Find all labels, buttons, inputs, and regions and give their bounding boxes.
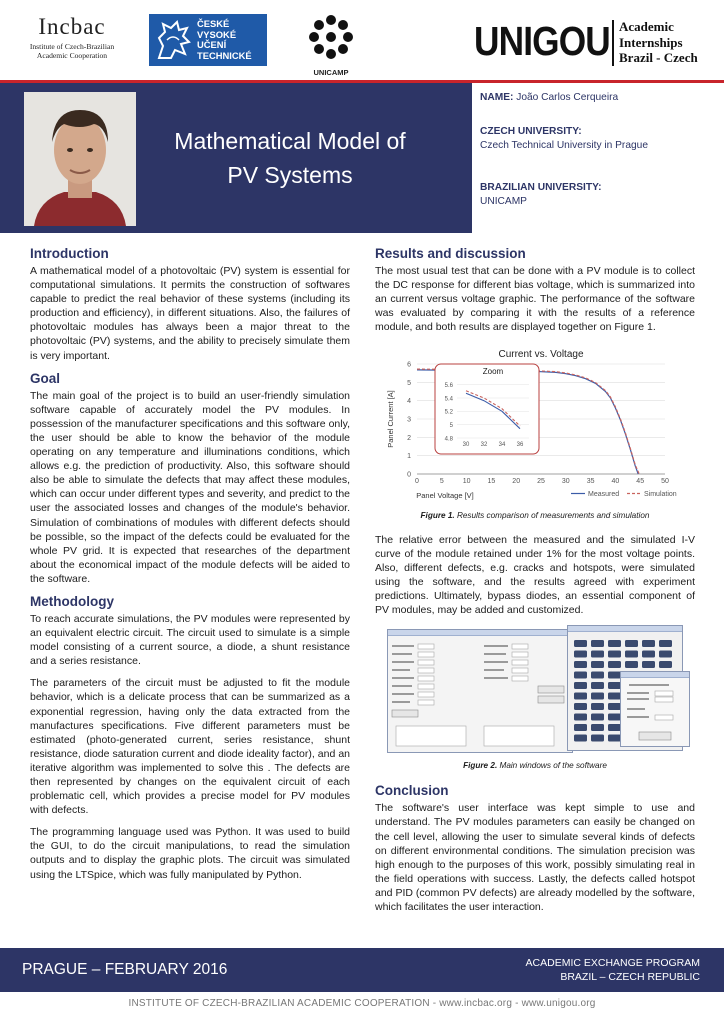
footer-location-date: PRAGUE – FEBRUARY 2016 [22,961,228,978]
brazilian-university-value: UNICAMP [480,196,527,207]
y-tick-label: 3 [407,416,411,424]
module-cell [625,661,638,668]
cell-settings-window [620,671,690,747]
conclusion-text: The software's user interface was kept simple to use and understand. The PV modules parameters can easily be changed on the cell level, allowing the user to simulate several kinds of defects on different environmental conditions. The simulation precision was high enough to the purposes of this work, possibly simulating real in the field operations with success. Lastly, the defects called hotspot and PID (common PV defects) are already modelled by the software, which facilitates the user interaction. [375,802,695,913]
module-cell [591,672,604,679]
x-tick-label: 25 [537,478,545,486]
unigou-tagline: Academic Internships Brazil - Czech [619,19,698,65]
module-cell [591,693,604,700]
module-cell [591,651,604,658]
results-text-1: The most usual test that can be done with a PV module is to collect the DC response for different bias voltage, which is summarized into an current versus voltage graphic. The performance of the software was evaluated by comparing it with the results of a reference module, and both results are displayed together on Figure 1. [375,265,695,334]
iv-chart [375,346,695,502]
cvut-logo [149,14,267,66]
incbac-logo-subtitle: Institute of Czech-Brazilian Academic Cooperation [29,42,115,60]
x-tick-label: 45 [636,478,645,486]
portrait-icon [24,92,136,226]
conclusion-heading: Conclusion [375,783,449,799]
module-cell [574,651,587,658]
logo-bar [0,0,724,80]
conclusion-section [375,783,695,914]
module-cell [574,672,587,679]
module-cell [591,714,604,721]
main-software-window [387,629,573,753]
lion-icon [153,18,193,62]
y-tick-label: 0 [407,471,411,479]
module-cell [625,640,638,647]
module-cell [574,682,587,689]
figure-2-caption: Figure 2. Main windows of the software [463,761,607,771]
x-tick-label: 15 [487,478,496,486]
introduction-heading: Introduction [30,246,109,261]
module-cell [659,651,672,658]
unicamp-label: UNICAMP [313,68,349,77]
methodology-text-1: To reach accurate simulations, the PV modules were represented by an equivalent electric circuit. The circuit used to simulate is a simple model consisting of a current source, a diode, a shunt resistance and a series resistance. [30,612,350,668]
inset-y-tick-label: 5.2 [444,410,453,417]
unicamp-logo [300,12,362,76]
results-heading: Results and discussion [375,246,526,261]
module-cell [591,703,604,710]
cell-settings-controls [621,678,689,746]
module-cell [642,640,655,647]
results-section [375,246,695,773]
module-cell [642,661,655,668]
x-tick-label: 30 [561,478,570,486]
legend-label-simulation: Simulation [644,491,677,499]
inset-x-tick-label: 34 [498,442,506,449]
main-window-controls [388,636,572,752]
module-cell [659,640,672,647]
unigou-divider [612,20,614,66]
x-tick-label: 35 [586,478,595,486]
brazilian-university-label: BRAZILIAN UNIVERSITY: [480,182,602,193]
brazilian-university-block [480,181,716,209]
module-cell [574,714,587,721]
module-cell [574,735,587,742]
y-tick-label: 2 [407,435,411,443]
module-cell [591,735,604,742]
methodology-heading: Methodology [30,593,114,609]
inset-y-tick-label: 5.6 [444,383,453,390]
incbac-logo-name: Incbac [38,14,106,39]
cvut-logo-text: ČESKÉ VYSOKÉ UČENÍ TECHNICKÉ [197,18,252,61]
unicamp-symbol-icon [306,12,356,62]
left-column [30,246,350,890]
name-value: João Carlos Cerqueira [516,92,619,103]
goal-text: The main goal of the project is to build an user-friendly simulation software capable of accurately model the PV modules. In possession of the manufacturer specifications and this software only, the user should be able to know the behavior of the module operating on any temperature and illuminations conditions, which allows e.g. the prediction of productivity. Also, this software should also be able to simulate the defects that may affect these modules, which can occur under different types and severity, and predict to the user the associated losses and changes of the module's behavior. Simulation of combinations of modules with different defects should be possible, so the impact of the defects could be evaluated for the whole PV grid. It is expected that researches of the department about the economical impact of the module defects will be aided to the software. [30,389,350,585]
footer-program: ACADEMIC EXCHANGE PROGRAM BRAZIL – CZECH REPUBLIC [525,957,700,983]
introduction-section [30,246,350,363]
figure-1-caption: Figure 1. Results comparison of measurements and simulation [420,510,650,520]
name-label: NAME: [480,92,514,103]
inset-y-tick-label: 4.8 [444,436,453,443]
inset-y-tick-label: 5.4 [444,396,453,403]
y-tick-label: 1 [407,453,411,461]
module-cell [608,661,621,668]
module-cell [574,640,587,647]
module-cell [659,661,672,668]
module-cell [574,661,587,668]
author-photo [24,92,136,226]
goal-heading: Goal [30,370,61,386]
x-axis-label: Panel Voltage [V] [416,491,474,501]
goal-section [30,371,350,586]
introduction-text: A mathematical model of a photovoltaic (PV) system is essential for computational simulations. It permits the construction of softwares capable to predict the real behavior of these systems (including its production and efficiency), in different situations. Also, the failures of photovoltaic modules has always been a major threat to the photovoltaic (PV) systems, and the ability to precisely simulate them is very important. [30,265,350,362]
software-screenshot [375,625,695,755]
right-column [375,246,695,922]
module-cell [642,651,655,658]
footer-institute-line: INSTITUTE OF CZECH-BRAZILIAN ACADEMIC COOPERATION - www.incbac.org - www.unigou.org [128,998,596,1009]
x-tick-label: 50 [661,478,669,486]
y-tick-label: 4 [407,398,411,406]
module-cell [625,651,638,658]
czech-university-label: CZECH UNIVERSITY: [480,126,582,137]
inset-x-tick-label: 30 [462,442,470,449]
methodology-text-3: The programming language used was Python. It was used to build the GUI, to do the circuit manipulations, to read the simulation outputs and to display the graphic plots. The circuit was simulated using the LTSpice, which was fully manipulated by Python. [30,826,350,881]
y-tick-label: 5 [407,380,411,388]
module-cell [608,640,621,647]
methodology-section [30,594,350,882]
module-cell [574,703,587,710]
methodology-text-2: The parameters of the circuit must be adjusted to fit the module behavior, which is a delicate process that can be summarized as a exponential regression, having only the data extracted from the manufactures specifications. Five different parameters must be estimated (photo-generated current, series resistance, shunt resistance, diode saturation current and diode ideality factor), and an iterative algorithm was implemented to solve this . The defects are then represented by changes on the equivalent circuit of each problematic cell, which provides a precise model for PV modules with defects. [30,677,350,817]
y-tick-label: 6 [407,361,411,369]
inset-x-tick-label: 32 [480,442,488,449]
x-tick-label: 5 [439,478,444,486]
module-cell [574,724,587,731]
footer-band [0,948,724,992]
inset-y-tick-label: 5 [449,423,453,430]
incbac-logo [22,14,122,60]
legend-label-measured: Measured [588,491,620,499]
czech-university-block [480,125,716,153]
zoom-inset-title: Zoom [482,367,504,377]
module-cell [574,693,587,700]
author-info [472,83,724,233]
czech-university-value: Czech Technical University in Prague [480,140,648,151]
poster-title: Mathematical Model of PV Systems [174,128,406,188]
unigou-wordmark: UNIGOU [474,18,610,64]
author-name-block [480,91,716,105]
module-cell [591,661,604,668]
x-tick-label: 0 [415,478,419,486]
x-tick-label: 10 [462,478,471,486]
x-tick-label: 40 [611,478,620,486]
inset-x-tick-label: 36 [516,442,524,449]
module-cell [591,640,604,647]
results-text-2: The relative error between the measured and the simulated I-V curve of the module retained under 1% for the most voltage points. Also, different defects, e.g. cracks and hotspots, were simulated using the software, and the results agreed with experiment predictions. Ultimately, bypass diodes, an essential component of PV modules, may be added and customized. [375,533,695,617]
module-cell [591,682,604,689]
module-cell [591,724,604,731]
x-tick-label: 20 [512,478,521,486]
y-axis-label: Panel Current [A] [386,390,395,449]
chart-title: Current vs. Voltage [498,349,584,361]
module-cell [608,651,621,658]
